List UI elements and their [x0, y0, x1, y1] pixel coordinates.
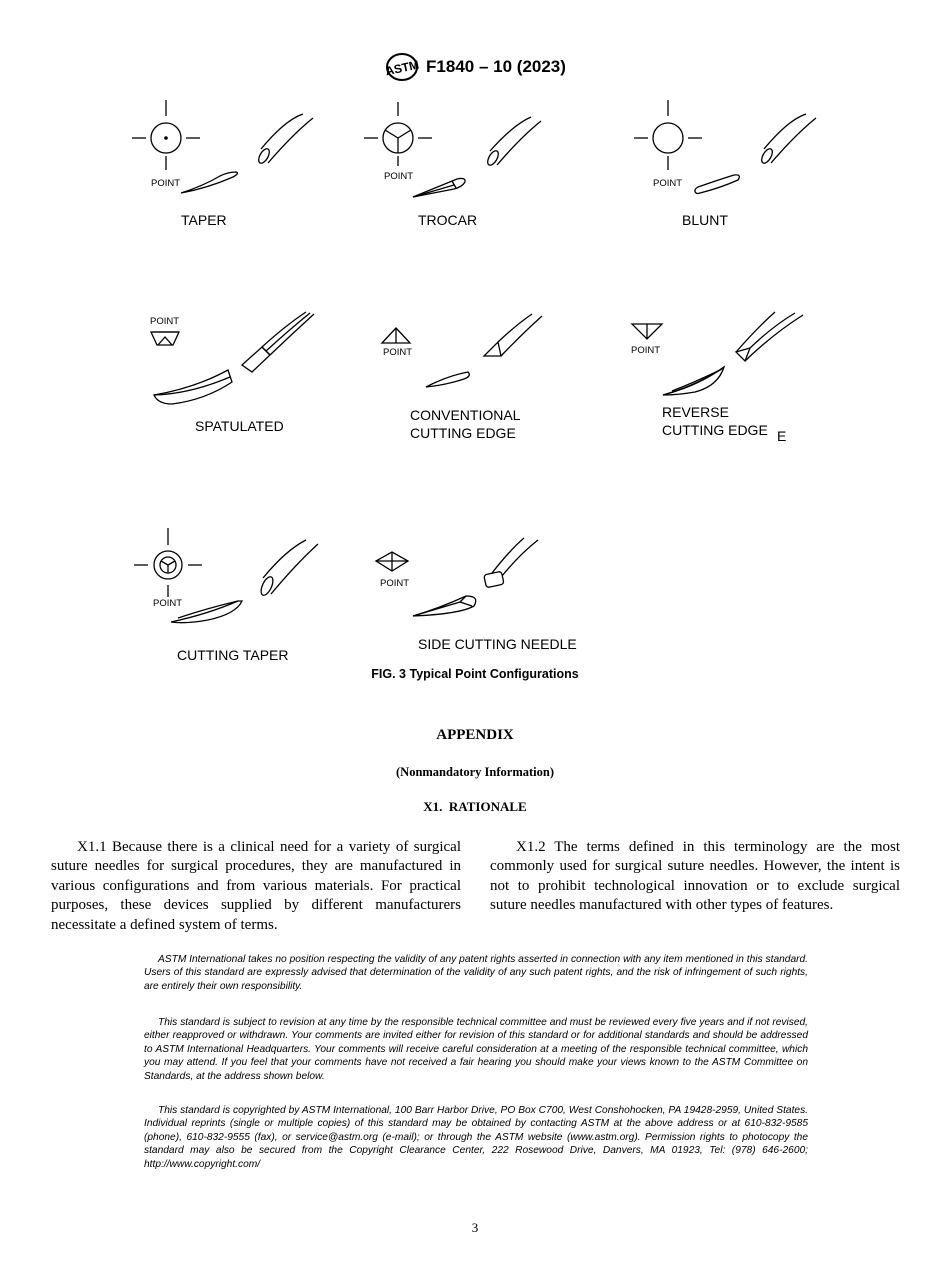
taper-point-symbol [130, 98, 210, 178]
blunt-label: BLUNT [682, 212, 728, 228]
conventional-needle-body [480, 312, 550, 360]
conventional-label-line1: CONVENTIONAL [410, 407, 521, 423]
blunt-needle-tip [690, 172, 745, 196]
taper-label: TAPER [181, 212, 227, 228]
conventional-label-line2: CUTTING EDGE [410, 425, 516, 441]
reverse-point-symbol [630, 322, 664, 342]
taper-point-label: POINT [151, 178, 181, 189]
trocar-label: TROCAR [418, 212, 478, 228]
conventional-point-label: POINT [383, 347, 413, 358]
blunt-point-label: POINT [653, 178, 683, 189]
page-header [0, 52, 950, 86]
reverse-needle-body [733, 310, 808, 365]
side-cutting-point-symbol [374, 550, 412, 574]
side-cutting-needle-body [482, 536, 542, 591]
reverse-needle-tip [660, 364, 730, 398]
appendix-title: APPENDIX [436, 727, 514, 743]
cutting-taper-needle-body [258, 538, 323, 600]
cutting-taper-point-symbol [132, 525, 212, 603]
svg-text:ASTM: ASTM [384, 57, 421, 79]
paragraph-x1-1: X1.1 Because there is a clinical need for a variety of surgical suture needles for surgical procedures, they are manufactured in various configurations and from various materials. For practical purposes, these devices supplied by different manufacturers necessitate a defined system of terms. [51, 839, 461, 933]
document-id: F1840 – 10 (2023) [426, 57, 566, 76]
side-cutting-needle-tip [410, 592, 482, 620]
taper-needle-body [255, 112, 320, 174]
side-cutting-label: SIDE CUTTING NEEDLE [418, 636, 577, 652]
section-heading: X1. RATIONALE [423, 799, 527, 814]
reverse-label-line2: CUTTING EDGE [662, 422, 768, 438]
copyright-notice: This standard is copyrighted by ASTM International, 100 Barr Harbor Drive, PO Box C700, West Conshohocken, PA 19428-2959, United States. Individual reprints (single or multiple copies) of this standard may be obtained by contacting ASTM at the above address or at 610-832-9585 (phone), 610-832-9555 (fax), or service@astm.org (e-mail); or through the ASTM website (www.astm.org). Permission rights to photocopy the standard may also be secured from the Copyright Clearance Center, 222 Rosewood Drive, Danvers, MA 01923, Tel: (978) 646-2600; http://www.copyright.com/ [144, 1105, 808, 1170]
spatulated-point-symbol [150, 330, 180, 348]
revision-notice: This standard is subject to revision at any time by the responsible technical committee and must be reviewed every five years and if not revised, either reapproved or withdrawn. Your comments are invited either for revision of this standard or for additional standards and should be addressed to ASTM International Headquarters. Your comments will receive careful consideration at a meeting of the responsible technical committee, which you may attend. If you feel that your comments have not received a fair hearing you should make your views known to the ASTM Committee on Standards, at the address shown below. [144, 1017, 808, 1082]
appendix-subtitle: (Nonmandatory Information) [396, 765, 554, 779]
spatulated-point-label: POINT [150, 316, 180, 327]
spatulated-needle-tip [150, 368, 240, 408]
spatulated-needle-body [240, 310, 320, 375]
paragraph-x1-2: X1.2 The terms defined in this terminology are the most commonly used for surgical suture needles. However, the intent is not to prohibit technological innovation or to exclude surgical suture needles manufactured with other types of features. [490, 839, 900, 914]
cutting-taper-point-label: POINT [153, 598, 183, 609]
stray-letter-e: E [777, 428, 787, 444]
reverse-label-line1: REVERSE [662, 404, 729, 420]
trocar-point-symbol [362, 98, 442, 173]
cutting-taper-label: CUTTING TAPER [177, 647, 289, 663]
trocar-needle-tip [410, 173, 470, 201]
reverse-point-label: POINT [631, 345, 661, 356]
spatulated-label: SPATULATED [195, 418, 284, 434]
blunt-point-symbol [632, 98, 712, 178]
blunt-needle-body [758, 112, 823, 174]
conventional-needle-tip [422, 366, 472, 390]
page-number: 3 [471, 1220, 479, 1235]
conventional-point-symbol [380, 326, 412, 346]
cutting-taper-needle-tip [168, 596, 246, 626]
trocar-point-label: POINT [384, 171, 414, 182]
taper-needle-tip [178, 168, 248, 198]
astm-logo-icon [384, 52, 420, 82]
figure-caption: FIG. 3 Typical Point Configurations [371, 667, 579, 681]
patent-notice: ASTM International takes no position respecting the validity of any patent rights asserted in connection with any item mentioned in this standard. Users of this standard are expressly advised that determination of the validity of any such patent rights, and the risk of infringement of such rights, are entirely their own responsibility. [144, 954, 808, 992]
trocar-needle-body [485, 115, 550, 175]
side-cutting-point-label: POINT [380, 578, 410, 589]
